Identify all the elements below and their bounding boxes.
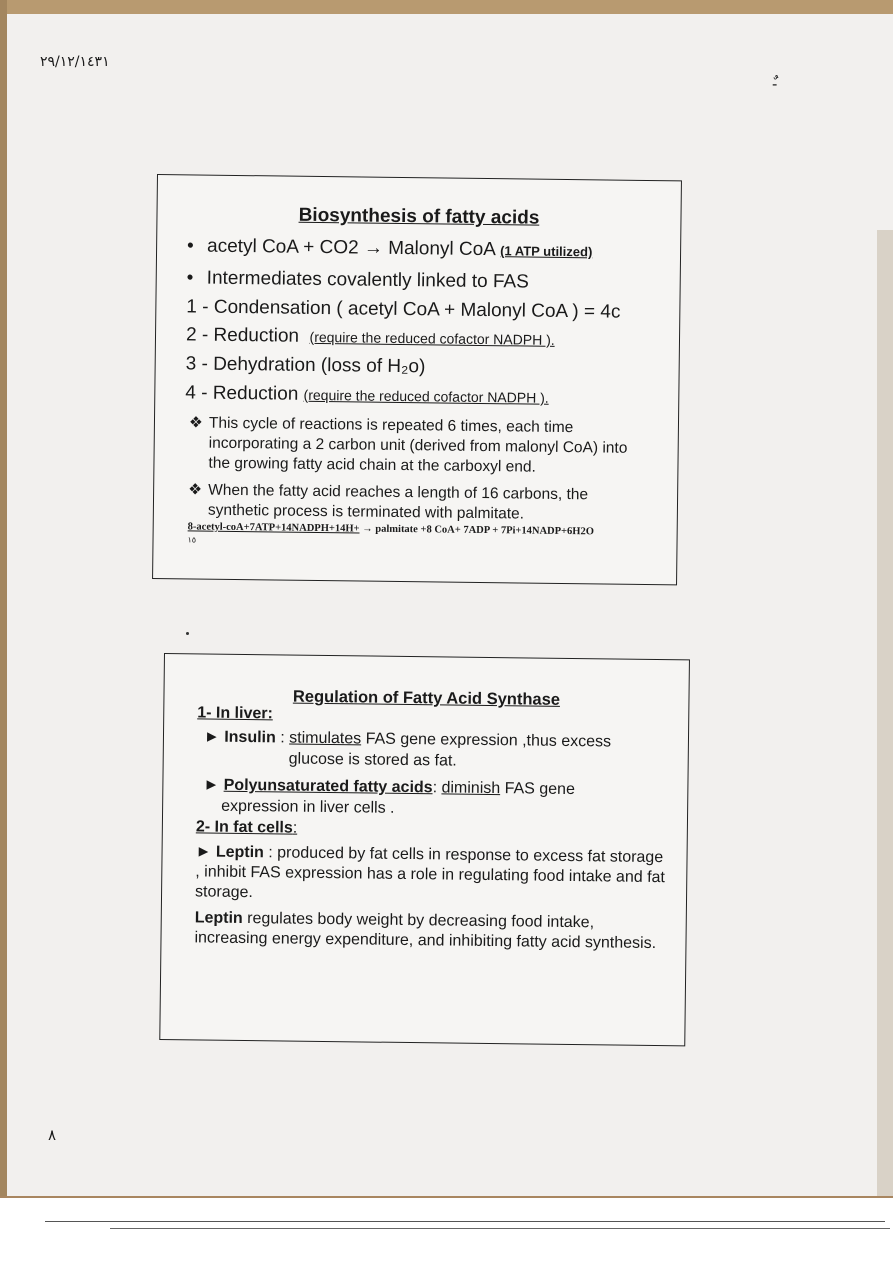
slide-title: Biosynthesis of fatty acids xyxy=(298,204,540,229)
pufa-item-cont: expression in liver cells . xyxy=(221,797,395,817)
arrow-bullet-icon: ► xyxy=(203,776,220,794)
insulin-item-cont: glucose is stored as fat. xyxy=(288,750,457,770)
diamond-bullet-icon: ❖ xyxy=(188,481,203,499)
small-note: ١٥ xyxy=(187,535,197,545)
handwritten-date: ٢٩/١٢/١٤٣١ xyxy=(40,54,110,70)
photo-edge-left xyxy=(0,0,7,1234)
step-condensation: 1 - Condensation ( acetyl CoA + Malonyl CoA ) = 4c xyxy=(186,296,621,323)
slide-title: Regulation of Fatty Acid Synthase xyxy=(292,687,561,709)
palmitate-equation: 8-acetyl-coA+7ATP+14NADPH+14H+ → palmitate +8 CoA+ 7ADP + 7Pi+14NADP+6H2O xyxy=(187,521,594,538)
pufa-item: ► Polyunsaturated fatty acids: diminish FAS gene xyxy=(203,776,576,799)
leptin-item: ► Leptin : produced by fat cells in response to excess fat storage , inhibit FAS expression has a role in regulating food intake and fat storage. xyxy=(194,843,666,902)
page-bottom-margin xyxy=(0,1198,893,1263)
nadph-note: (require the reduced cofactor NADPH ). xyxy=(309,328,555,348)
step-reduction-1: 2 - Reduction (require the reduced cofactor NADPH ). xyxy=(185,324,555,348)
cycle-paragraph: ❖ This cycle of reactions is repeated 6 times, each time incorporating a 2 carbon unit (derived from malonyl CoA) into the growing fatty acid chain at the carboxyl end. xyxy=(188,414,628,476)
photo-edge-top xyxy=(0,0,893,14)
slide-biosynthesis xyxy=(152,174,682,585)
speck xyxy=(186,632,189,635)
bullet-dot: • xyxy=(186,267,194,289)
insulin-item: ► Insulin : stimulates FAS gene expression ,thus excess xyxy=(203,728,612,751)
diamond-bullet-icon: ❖ xyxy=(188,414,203,432)
arrow-bullet-icon: ► xyxy=(203,728,220,746)
page-number: ٨ xyxy=(48,1127,57,1144)
arrow-bullet-icon: ► xyxy=(195,843,212,861)
section-fat-cells: 2- In fat cells: xyxy=(195,818,298,837)
photo-edge-right xyxy=(877,230,893,1234)
leptin-paragraph: Leptin regulates body weight by decreasing food intake, increasing energy expenditure, and inhibiting fatty acid synthesis. xyxy=(194,909,657,953)
slide-regulation xyxy=(159,653,690,1046)
bullet-dot: • xyxy=(186,235,194,257)
bullet-acetyl-coa: • acetyl CoA + CO2 → Malonyl CoA (1 ATP utilized) xyxy=(186,235,593,261)
section-liver: 1- In liver: xyxy=(197,704,273,723)
atp-note: (1 ATP utilized) xyxy=(500,243,593,260)
nadph-note: (require the reduced cofactor NADPH ). xyxy=(303,386,549,406)
bullet-intermediates: • Intermediates covalently linked to FAS xyxy=(186,267,529,293)
step-reduction-2: 4 - Reduction (require the reduced cofactor NADPH ). xyxy=(185,382,549,406)
step-dehydration: 3 - Dehydration (loss of H₂o) xyxy=(185,353,426,378)
corner-mark: ٌ- xyxy=(772,76,778,93)
page-edge-line xyxy=(110,1228,890,1229)
page-edge-line xyxy=(45,1221,885,1222)
palmitate-paragraph: ❖ When the fatty acid reaches a length of 16 carbons, the synthetic process is terminated with palmitate. xyxy=(188,481,589,523)
